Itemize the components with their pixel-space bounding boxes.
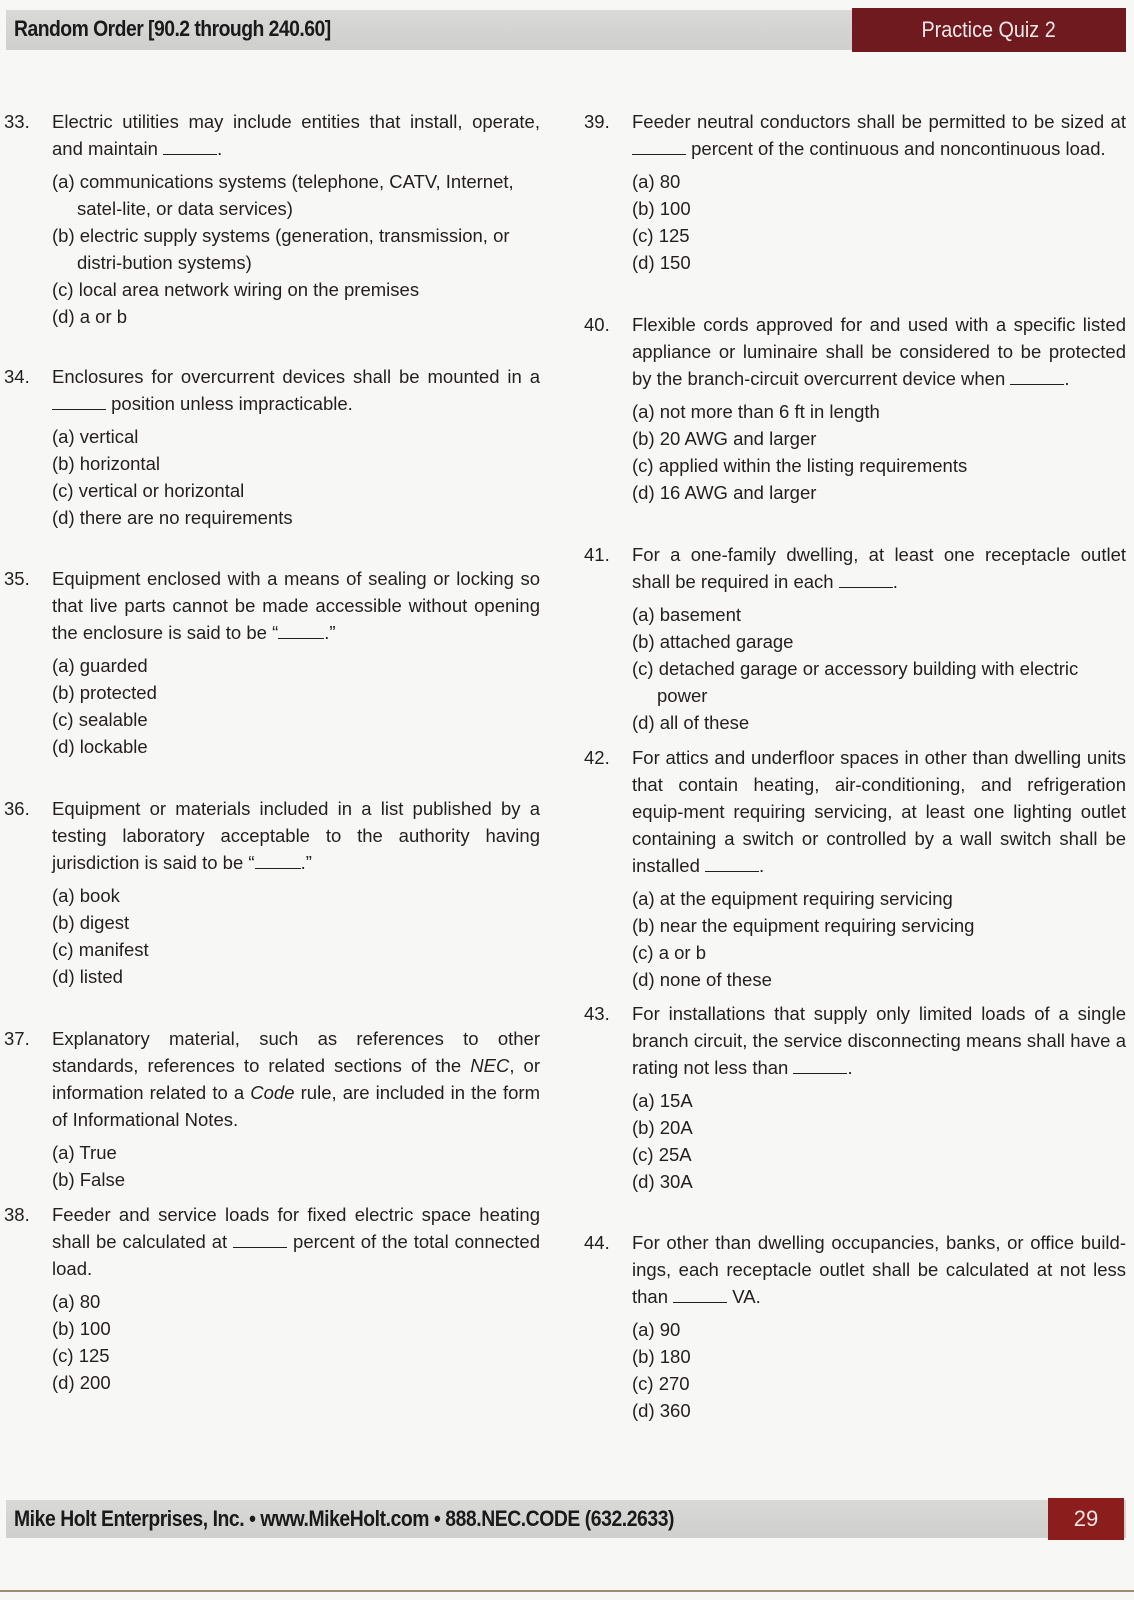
question-text: For other than dwelling occupancies, banks, or office build-ings, each receptacle outlet shall be calculated at not less than VA.: [632, 1232, 1126, 1307]
option: (a) book: [52, 885, 120, 906]
question-number: 35.: [4, 568, 30, 589]
option: (a) True: [52, 1142, 117, 1163]
question-number: 42.: [584, 747, 610, 768]
quiz-title: Practice Quiz 2: [921, 17, 1057, 42]
answer-blank: [673, 1284, 727, 1303]
answer-blank: [163, 136, 217, 155]
option: (b) protected: [52, 682, 157, 703]
question-44: [584, 1229, 1126, 1424]
question-number: 34.: [4, 366, 30, 387]
option: (b) digest: [52, 912, 130, 933]
option: (d) all of these: [632, 712, 750, 733]
option: (b) 100: [632, 198, 691, 219]
question-number: 38.: [4, 1204, 30, 1225]
option: (c) 25A: [632, 1144, 692, 1165]
option: (d) none of these: [632, 969, 772, 990]
option: (d) listed: [52, 966, 123, 987]
question-text: For attics and underfloor spaces in other than dwelling units that contain heating, air-conditioning, and refrigeration equip-ment requiring servicing, at least one lighting outlet containing a switch or controlled by a wall switch shall be installed .: [632, 747, 1126, 876]
question-text: Enclosures for overcurrent devices shall be mounted in a position unless impracticable.: [52, 366, 540, 414]
answer-blank: [705, 853, 759, 872]
section-title: Random Order [90.2 through 240.60]: [14, 16, 331, 41]
question-text: For a one-family dwelling, at least one receptacle outlet shall be required in each .: [632, 544, 1126, 592]
question-text: For installations that supply only limited loads of a single branch circuit, the service disconnecting means shall have a rating not less than .: [632, 1003, 1126, 1078]
question-34: [4, 363, 540, 531]
option: (c) vertical or horizontal: [52, 480, 245, 501]
option: (b) False: [52, 1169, 125, 1190]
option: (d) lockable: [52, 736, 148, 757]
question-text: Flexible cords approved for and used with a specific listed appliance or luminaire shall be considered to be protected by the branch-circuit overcurrent device when .: [632, 314, 1126, 389]
question-number: 33.: [4, 111, 30, 132]
option: (b) 100: [52, 1318, 111, 1339]
option: (d) 16 AWG and larger: [632, 482, 817, 503]
option: (c) 125: [52, 1345, 110, 1366]
option: (c) applied within the listing requirements: [632, 455, 968, 476]
option: (c) local area network wiring on the premises: [52, 279, 420, 300]
option: (a) guarded: [52, 655, 148, 676]
option: (b) 180: [632, 1346, 691, 1367]
answer-blank: [839, 569, 893, 588]
question-text: Feeder neutral conductors shall be permitted to be sized at percent of the continuous and noncontinuous load.: [632, 111, 1126, 159]
question-35: [4, 565, 540, 760]
option: (c) manifest: [52, 939, 149, 960]
answer-blank: [632, 136, 686, 155]
question-number: 39.: [584, 111, 610, 132]
option: (a) communications systems (telephone, CATV, Internet, satel-lite, or data services): [52, 171, 514, 219]
question-43: [584, 1000, 1126, 1195]
question-number: 41.: [584, 544, 610, 565]
question-42: [584, 744, 1126, 993]
question-text: Feeder and service loads for fixed electric space heating shall be calculated at percent of the total connected load.: [52, 1204, 540, 1279]
option: (b) 20 AWG and larger: [632, 428, 817, 449]
question-text: Equipment enclosed with a means of sealing or locking so that live parts cannot be made accessible without opening the enclosure is said to be “ .”: [52, 568, 540, 643]
question-38: [4, 1201, 540, 1396]
question-33: [4, 108, 540, 330]
option: (a) 90: [632, 1319, 681, 1340]
answer-blank: [233, 1229, 287, 1248]
question-41: [584, 541, 1126, 736]
option: (a) 15A: [632, 1090, 693, 1111]
answer-blank: [255, 850, 301, 869]
question-text: Equipment or materials included in a list published by a testing laboratory acceptable to the authority having jurisdiction is said to be “ .”: [52, 798, 540, 873]
option: (a) 80: [632, 171, 681, 192]
option: (b) near the equipment requiring servicing: [632, 915, 975, 936]
option: (d) 360: [632, 1400, 691, 1421]
option: (b) 20A: [632, 1117, 693, 1138]
bottom-divider: [0, 1590, 1134, 1592]
answer-blank: [1010, 366, 1064, 385]
option: (d) a or b: [52, 306, 128, 327]
option: (c) detached garage or accessory building with electric power: [632, 658, 1079, 706]
option: (b) horizontal: [52, 453, 160, 474]
option: (a) 80: [52, 1291, 101, 1312]
answer-blank: [278, 620, 324, 639]
option: (d) 200: [52, 1372, 111, 1393]
option: (c) 125: [632, 225, 690, 246]
option: (d) there are no requirements: [52, 507, 293, 528]
question-number: 44.: [584, 1232, 610, 1253]
answer-blank: [793, 1055, 847, 1074]
quiz-title-badge: [852, 8, 1126, 52]
question-number: 36.: [4, 798, 30, 819]
question-number: 40.: [584, 314, 610, 335]
question-text: Electric utilities may include entities that install, operate, and maintain .: [52, 111, 540, 159]
option: (a) basement: [632, 604, 741, 625]
publisher-line: Mike Holt Enterprises, Inc. • www.MikeHolt.com • 888.NEC.CODE (632.2633): [14, 1506, 675, 1531]
page-number: 29: [1048, 1498, 1124, 1540]
option: (a) not more than 6 ft in length: [632, 401, 880, 422]
option: (c) a or b: [632, 942, 707, 963]
question-number: 37.: [4, 1028, 30, 1049]
option: (b) electric supply systems (generation, transmission, or distri-bution systems): [52, 225, 510, 273]
option: (c) sealable: [52, 709, 148, 730]
question-40: [584, 311, 1126, 506]
option: (c) 270: [632, 1373, 690, 1394]
option: (d) 30A: [632, 1171, 693, 1192]
option: (b) attached garage: [632, 631, 794, 652]
option: (a) at the equipment requiring servicing: [632, 888, 953, 909]
question-39: [584, 108, 1126, 276]
option: (d) 150: [632, 252, 691, 273]
question-text: Explanatory material, such as references to other standards, references to related sections of the NEC, or information related to a Code rule, are included in the form of Informational Notes.: [52, 1028, 541, 1130]
question-36: [4, 795, 540, 990]
question-number: 43.: [584, 1003, 610, 1024]
option: (a) vertical: [52, 426, 139, 447]
answer-blank: [52, 391, 106, 410]
question-37: [4, 1025, 540, 1193]
